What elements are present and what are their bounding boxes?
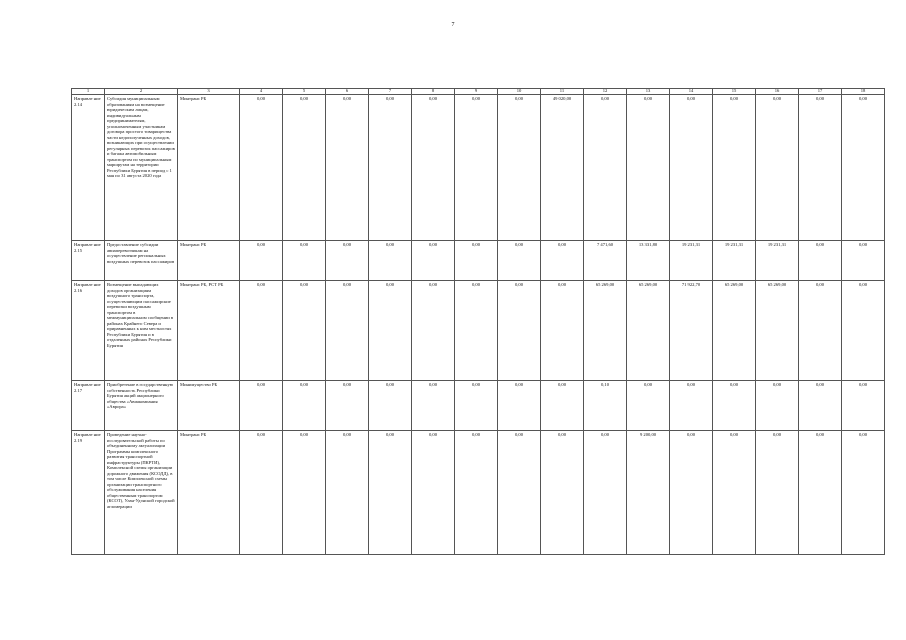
column-number-cell: 13 — [627, 89, 670, 95]
value-cell: 0,00 — [455, 281, 498, 381]
value-cell: 0,00 — [240, 431, 283, 555]
value-cell: 0,00 — [541, 281, 584, 381]
value-cell: 0,00 — [756, 95, 799, 241]
value-cell: 0,00 — [455, 95, 498, 241]
value-cell: 0,00 — [240, 281, 283, 381]
column-number-cell: 17 — [799, 89, 842, 95]
column-number-cell: 7 — [369, 89, 412, 95]
table-row — [72, 241, 885, 281]
column-number-cell: 18 — [842, 89, 885, 95]
value-cell: 65 269,00 — [713, 281, 756, 381]
value-cell: 0,00 — [541, 431, 584, 555]
value-cell: 0,00 — [369, 241, 412, 281]
value-cell: 65 269,00 — [756, 281, 799, 381]
row-id-cell: Направле ние 2.14 — [72, 95, 105, 241]
column-number-cell: 15 — [713, 89, 756, 95]
value-cell: 0,00 — [842, 381, 885, 431]
value-cell: 0,00 — [412, 241, 455, 281]
description-cell: Проведение научно-исследовательской работы по объединенному актуализации Программы комплексного развития транспортной инфраструктуры (ПКРТИ), Комплексной схемы организации дорожного движения (КСОДД), в том числе Комплексной схемы организации транспортного обслуживания населения общественным транспортом (КСОТ), Улан-Удэнской городской агломерации — [105, 431, 178, 555]
executor-cell: Минтранс РБ — [178, 241, 240, 281]
table-row — [72, 95, 885, 241]
value-cell: 0,00 — [240, 95, 283, 241]
value-cell: 0,00 — [756, 381, 799, 431]
value-cell: 0,00 — [326, 431, 369, 555]
column-number-cell: 9 — [455, 89, 498, 95]
value-cell: 0,00 — [670, 95, 713, 241]
table-row — [72, 381, 885, 431]
value-cell: 0,00 — [455, 381, 498, 431]
value-cell: 0,00 — [584, 431, 627, 555]
value-cell: 7 471,60 — [584, 241, 627, 281]
value-cell: 13 331,80 — [627, 241, 670, 281]
value-cell: 0,10 — [584, 381, 627, 431]
value-cell: 19 231,31 — [670, 241, 713, 281]
value-cell: 19 231,31 — [756, 241, 799, 281]
column-number-cell: 10 — [498, 89, 541, 95]
value-cell: 0,00 — [326, 281, 369, 381]
value-cell: 0,00 — [799, 95, 842, 241]
executor-cell: Минтранс РБ — [178, 95, 240, 241]
table-row — [72, 431, 885, 555]
value-cell: 0,00 — [584, 95, 627, 241]
column-number-cell: 1 — [72, 89, 105, 95]
value-cell: 0,00 — [842, 95, 885, 241]
value-cell: 0,00 — [283, 431, 326, 555]
value-cell: 0,00 — [326, 241, 369, 281]
value-cell: 0,00 — [498, 431, 541, 555]
table-body — [72, 89, 885, 555]
value-cell: 0,00 — [369, 431, 412, 555]
column-number-cell: 11 — [541, 89, 584, 95]
value-cell: 19 231,31 — [713, 241, 756, 281]
value-cell: 0,00 — [369, 95, 412, 241]
row-id-cell: Направле ние 2.15 — [72, 241, 105, 281]
column-number-cell: 3 — [178, 89, 240, 95]
value-cell: 0,00 — [455, 241, 498, 281]
description-cell: Возмещение выпадающих доходов организациям воздушного транспорта, осуществляющим пассажирские перевозки воздушным транспортом в межмуниципальном сообщении в районах Крайнего Севера и приравненных к ним местностях Республики Бурятия и в отдаленных районах Республики Бурятия — [105, 281, 178, 381]
value-cell: 0,00 — [240, 241, 283, 281]
value-cell: 0,00 — [799, 241, 842, 281]
value-cell: 0,00 — [412, 281, 455, 381]
value-cell: 71 922,70 — [670, 281, 713, 381]
row-id-cell: Направле ние 2.17 — [72, 381, 105, 431]
description-cell: Предоставление субсидии авиаперевозчикам на осуществление региональных воздушных перевозок пассажиров — [105, 241, 178, 281]
value-cell: 0,00 — [670, 381, 713, 431]
column-number-cell: 6 — [326, 89, 369, 95]
value-cell: 49 020,00 — [541, 95, 584, 241]
value-cell: 0,00 — [369, 381, 412, 431]
value-cell: 9 200,00 — [627, 431, 670, 555]
value-cell: 0,00 — [283, 95, 326, 241]
executor-cell: Минимущество РБ — [178, 381, 240, 431]
description-cell: Приобретение в государственную собственность Республики Бурятия акций акционерного общества «Авиакомпания «Аврора» — [105, 381, 178, 431]
value-cell: 0,00 — [412, 431, 455, 555]
column-number-cell: 2 — [105, 89, 178, 95]
value-cell: 0,00 — [713, 381, 756, 431]
value-cell: 0,00 — [541, 241, 584, 281]
value-cell: 0,00 — [412, 95, 455, 241]
column-number-cell: 5 — [283, 89, 326, 95]
page-number: 7 — [451, 22, 455, 28]
value-cell: 0,00 — [627, 95, 670, 241]
value-cell: 0,00 — [799, 431, 842, 555]
value-cell: 0,00 — [326, 95, 369, 241]
table-row — [72, 281, 885, 381]
value-cell: 0,00 — [498, 381, 541, 431]
value-cell: 0,00 — [283, 241, 326, 281]
value-cell: 0,00 — [842, 241, 885, 281]
executor-cell: Минтранс РБ — [178, 431, 240, 555]
value-cell: 0,00 — [670, 431, 713, 555]
value-cell: 0,00 — [369, 281, 412, 381]
value-cell: 0,00 — [455, 431, 498, 555]
value-cell: 0,00 — [498, 281, 541, 381]
description-cell: Субсидия муниципальным образованиям на возмещение юридическим лицам, индивидуальным предпринимателям, уполномоченным участникам договора простого товарищества части недополученных доходов, возникающих при осуществлении регулярных перевозок пассажиров и багажа автомобильным транспортом по муниципальным маршрутам на территории Республики Бурятия в период с 1 мая по 31 августа 2020 года — [105, 95, 178, 241]
value-cell: 0,00 — [412, 381, 455, 431]
value-cell: 0,00 — [283, 281, 326, 381]
column-number-cell: 8 — [412, 89, 455, 95]
budget-table — [71, 88, 885, 555]
value-cell: 0,00 — [799, 381, 842, 431]
value-cell: 0,00 — [627, 381, 670, 431]
column-number-cell: 4 — [240, 89, 283, 95]
value-cell: 0,00 — [326, 381, 369, 431]
value-cell: 0,00 — [283, 381, 326, 431]
value-cell: 0,00 — [713, 431, 756, 555]
value-cell: 0,00 — [240, 381, 283, 431]
column-number-cell: 14 — [670, 89, 713, 95]
value-cell: 0,00 — [498, 241, 541, 281]
value-cell: 65 269,00 — [627, 281, 670, 381]
row-id-cell: Направле ние 2.19 — [72, 431, 105, 555]
value-cell: 0,00 — [756, 431, 799, 555]
column-number-cell: 12 — [584, 89, 627, 95]
value-cell: 0,00 — [842, 281, 885, 381]
value-cell: 65 269,00 — [584, 281, 627, 381]
value-cell: 0,00 — [842, 431, 885, 555]
row-id-cell: Направле ние 2.16 — [72, 281, 105, 381]
value-cell: 0,00 — [799, 281, 842, 381]
value-cell: 0,00 — [713, 95, 756, 241]
executor-cell: Минтранс РБ, РСТ РБ — [178, 281, 240, 381]
value-cell: 0,00 — [541, 381, 584, 431]
value-cell: 0,00 — [498, 95, 541, 241]
column-number-cell: 16 — [756, 89, 799, 95]
